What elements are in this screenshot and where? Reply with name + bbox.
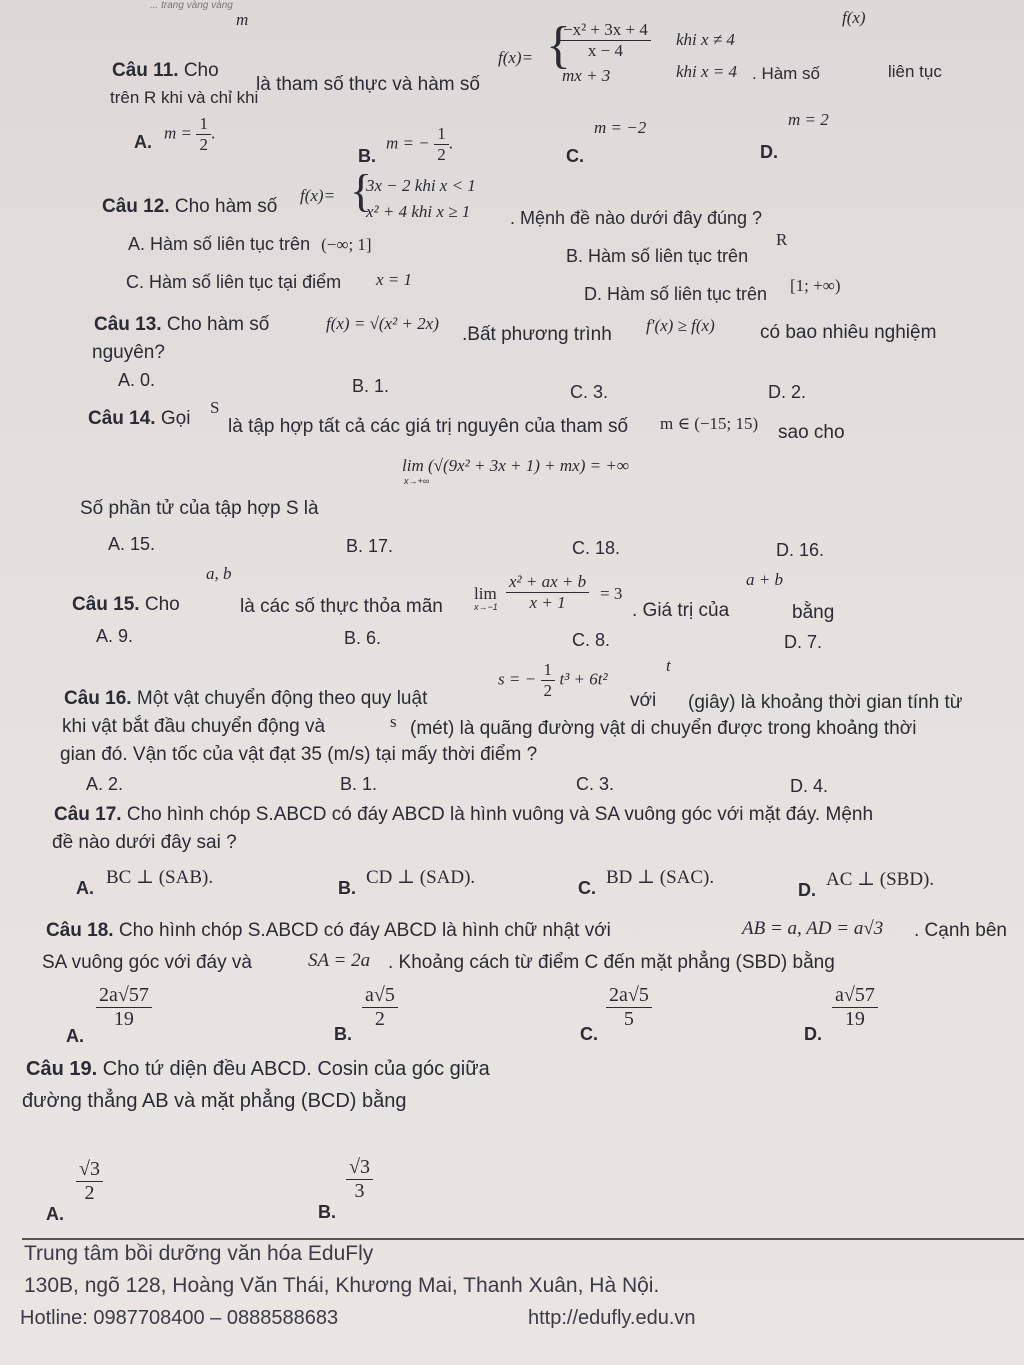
q14-optB: B. 17. [346,536,394,556]
q17-optB-label: B. [338,878,356,898]
q16-optB: B. 1. [340,774,378,794]
q14-range: m ∈ (−15; 15) [660,414,759,433]
q16-t: t [666,656,671,675]
q11-ham-so: . Hàm số [752,64,821,83]
q19-line1 [26,1058,490,1081]
q15-text-d: bằng [792,602,835,623]
q14-limit: lim (√(9x² + 3x + 1) + mx) = +∞ [402,456,629,475]
q16-line2b: (mét) là quãng đường vật di chuyển được trong khoảng thời [410,718,917,739]
q18-optA-frac: $\frac{2a√57}{19}$ [96,984,152,1031]
q17-optD-label: D. [798,880,816,900]
q12-optC-math: x = 1 [376,270,413,289]
q11-m-symbol: m [236,10,249,29]
q14-optC: C. 18. [572,538,621,558]
q11-optD-label: D. [760,142,778,162]
q18-optB-label: B. [334,1024,352,1044]
q12-tail: . Mệnh đề nào dưới đây đúng ? [510,208,763,228]
q12-brace: { [350,165,373,216]
q18-label: Câu 18. [46,920,114,941]
q16-s: s [390,712,397,731]
q11-case1-cond: khi x ≠ 4 [676,30,735,49]
q11-text-c: trên R khi và chỉ khi [110,88,259,107]
q17-optA-label: A. [76,878,94,898]
q13-text-a: Cho hàm số [166,314,270,335]
q18-text: Cho hình chóp S.ABCD có đáy ABCD là hình chữ nhật với [118,920,611,941]
q14-text-a: Gọi [160,408,191,429]
q13-optC: C. 3. [570,382,609,402]
q12-optC: C. Hàm số liên tục tại điểm [126,272,342,292]
q15-label: Câu 15. [72,594,140,615]
q18-text2: SA vuông góc với đáy và [42,952,252,973]
q11-optC-val: m = −2 [594,118,647,137]
q16-text-a: Một vật chuyển động theo quy luật [136,688,428,709]
q18-optB-frac: $\frac{a√5}{2}$ [362,984,398,1031]
footer-address: 130B, ngõ 128, Hoàng Văn Thái, Khương Mai, Thanh Xuân, Hà Nội. [24,1274,660,1297]
q14-text-c: sao cho [778,422,845,443]
q11-optB: m = − $\frac{1}{2}$ . [386,124,453,164]
q12-optD: D. Hàm số liên tục trên [584,284,768,304]
q18-optD-frac: $\frac{a√57}{19}$ [832,984,878,1031]
q11-optA-label: A. [134,132,152,152]
q18-text-b: . Cạnh bên [914,920,1007,941]
q19-text: Cho tứ diện đều ABCD. Cosin của góc giữa [102,1058,490,1080]
q12-optB-math: R [776,230,788,249]
q11-case2-cond: khi x = 4 [676,62,738,81]
q18-optC-label: C. [580,1024,598,1044]
q15-lim-sub: x→−1 [474,602,498,612]
q11-optC-label: C. [566,146,584,166]
q15-ab: a, b [206,564,232,583]
q17-optB: CD ⊥ (SAD). [366,867,476,888]
q18-optD-label: D. [804,1024,822,1044]
q16-label: Câu 16. [64,688,132,709]
q16-optC: C. 3. [576,774,615,794]
q12-optB: B. Hàm số liên tục trên [566,246,749,266]
q15-eq: = 3 [600,584,623,603]
q15-fraction [506,572,589,612]
q17-optC-label: C. [578,878,596,898]
q13-label: Câu 13. [94,314,162,335]
q19-optA-frac: $\frac{√3}{2}$ [76,1158,103,1205]
q18-line1 [46,920,611,942]
q17-optD: AC ⊥ (SBD). [826,869,935,890]
q16-text-c: (giây) là khoảng thời gian tính từ [688,692,963,713]
q17-text2: đề nào dưới đây sai ? [52,832,237,853]
q12-line1 [102,196,277,218]
q16-line2: khi vật bắt đầu chuyển động và [62,716,326,737]
footer-divider [22,1238,1024,1240]
q13-fx: f(x) = √(x² + 2x) [326,314,439,333]
footer-hotline: Hotline: 0987708400 – 0888588683 [20,1307,339,1329]
q19-optB-frac: $\frac{√3}{3}$ [346,1156,373,1203]
q17-optA: BC ⊥ (SAB). [106,867,214,888]
q11-label: Câu 11. [112,60,179,81]
q13-optA: A. 0. [118,370,156,390]
q11-brace: { [546,17,571,74]
q11-case1-num: −x² + 3x + 4 [560,20,651,41]
q11-text-a: Cho [183,60,219,81]
q13-text-c: có bao nhiêu nghiệm [760,322,937,343]
q19-label: Câu 19. [26,1058,98,1080]
q15-text-b: là các số thực thỏa mãn [240,596,443,617]
q12-case1: 3x − 2 khi x < 1 [366,176,476,195]
q14-text-b: là tập hợp tất cả các giá trị nguyên của tham số [228,416,629,437]
q12-case2: x² + 4 khi x ≥ 1 [366,202,471,221]
q16-line3: gian đó. Vận tốc của vật đạt 35 (m/s) tại mấy thời điểm ? [60,744,538,765]
q16-text-b: với [630,690,657,711]
q15-optD: D. 7. [784,632,823,652]
q13-text-d: nguyên? [92,342,165,363]
q12-optD-math: [1; +∞) [790,276,841,295]
q14-optD: D. 16. [776,540,825,560]
header-scrap: ... trang vàng vàng [150,0,233,11]
q11-lien-tuc: liên tục [888,62,942,81]
q11-optD-val: m = 2 [788,110,829,129]
q14-line1 [88,408,190,430]
q17-optC: BD ⊥ (SAC). [606,867,715,888]
q16-formula: s = − $\frac{1}{2}$ t³ + 6t² [498,660,608,700]
q11-case1-fraction [560,20,651,60]
q13-optD: D. 2. [768,382,807,402]
footer-center-name: Trung tâm bồi dưỡng văn hóa EduFly [24,1242,374,1265]
q15-lim: lim [474,584,497,603]
q16-optD: D. 4. [790,776,829,796]
q15-optC: C. 8. [572,630,611,650]
q15-optA: A. 9. [96,626,134,646]
q13-optB: B. 1. [352,376,390,396]
q19-optA-label: A. [46,1204,64,1224]
q17-line1 [54,804,873,826]
q15-optB: B. 6. [344,628,382,648]
q13-ineq: f′(x) ≥ f(x) [646,316,715,335]
q14-S: S [210,398,220,417]
q11-optB-label: B. [358,146,376,166]
q19-optB-label: B. [318,1202,336,1222]
q11-fx-lhs: f(x)= [498,48,534,67]
q16-optA: A. 2. [86,774,124,794]
q15-text-c: . Giá trị của [632,600,730,621]
q16-line1 [64,688,427,710]
q17-label: Câu 17. [54,804,122,825]
q11-optA: m = $\frac{1}{2}$ . [164,114,216,154]
q14-text-d: Số phần tử của tập hợp S là [80,498,319,519]
q15-aplusb: a + b [746,570,783,589]
q19-text2: đường thẳng AB và mặt phẳng (BCD) bằng [22,1090,407,1112]
q11-line1 [112,60,219,82]
q14-optA: A. 15. [108,534,156,554]
footer-website[interactable]: http://edufly.edu.vn [528,1307,696,1329]
q11-case2-expr: mx + 3 [562,66,611,85]
q11-case1-den: x − 4 [587,40,623,60]
q18-text2b: . Khoảng cách từ điểm C đến mặt phẳng (SBD) bằng [388,952,835,973]
q18-optC-frac: $\frac{2a√5}{5}$ [606,984,652,1031]
q12-label: Câu 12. [102,196,170,217]
q13-text-b: .Bất phương trình [462,324,612,345]
q15-line1 [72,594,180,616]
q12-optA: A. Hàm số liên tục trên (−∞; 1] [128,234,372,254]
q15-num: x² + ax + b [506,572,589,593]
q13-line1 [94,314,269,336]
q12-fx-lhs: f(x)= [300,186,336,205]
q18-math2: SA = 2a [308,950,371,971]
q18-optA-label: A. [66,1026,84,1046]
q17-text: Cho hình chóp S.ABCD có đáy ABCD là hình vuông và SA vuông góc với mặt đáy. Mệnh [126,804,874,825]
q12-text: Cho hàm số [174,196,278,217]
q14-label: Câu 14. [88,408,156,429]
q15-den: x + 1 [529,592,566,612]
q18-math: AB = a, AD = a√3 [742,918,884,939]
q14-limit-sub: x→+∞ [404,476,430,486]
q11-text-b: là tham số thực và hàm số [256,74,480,95]
q11-fx-symbol: f(x) [842,8,866,27]
q15-text-a: Cho [144,594,180,615]
